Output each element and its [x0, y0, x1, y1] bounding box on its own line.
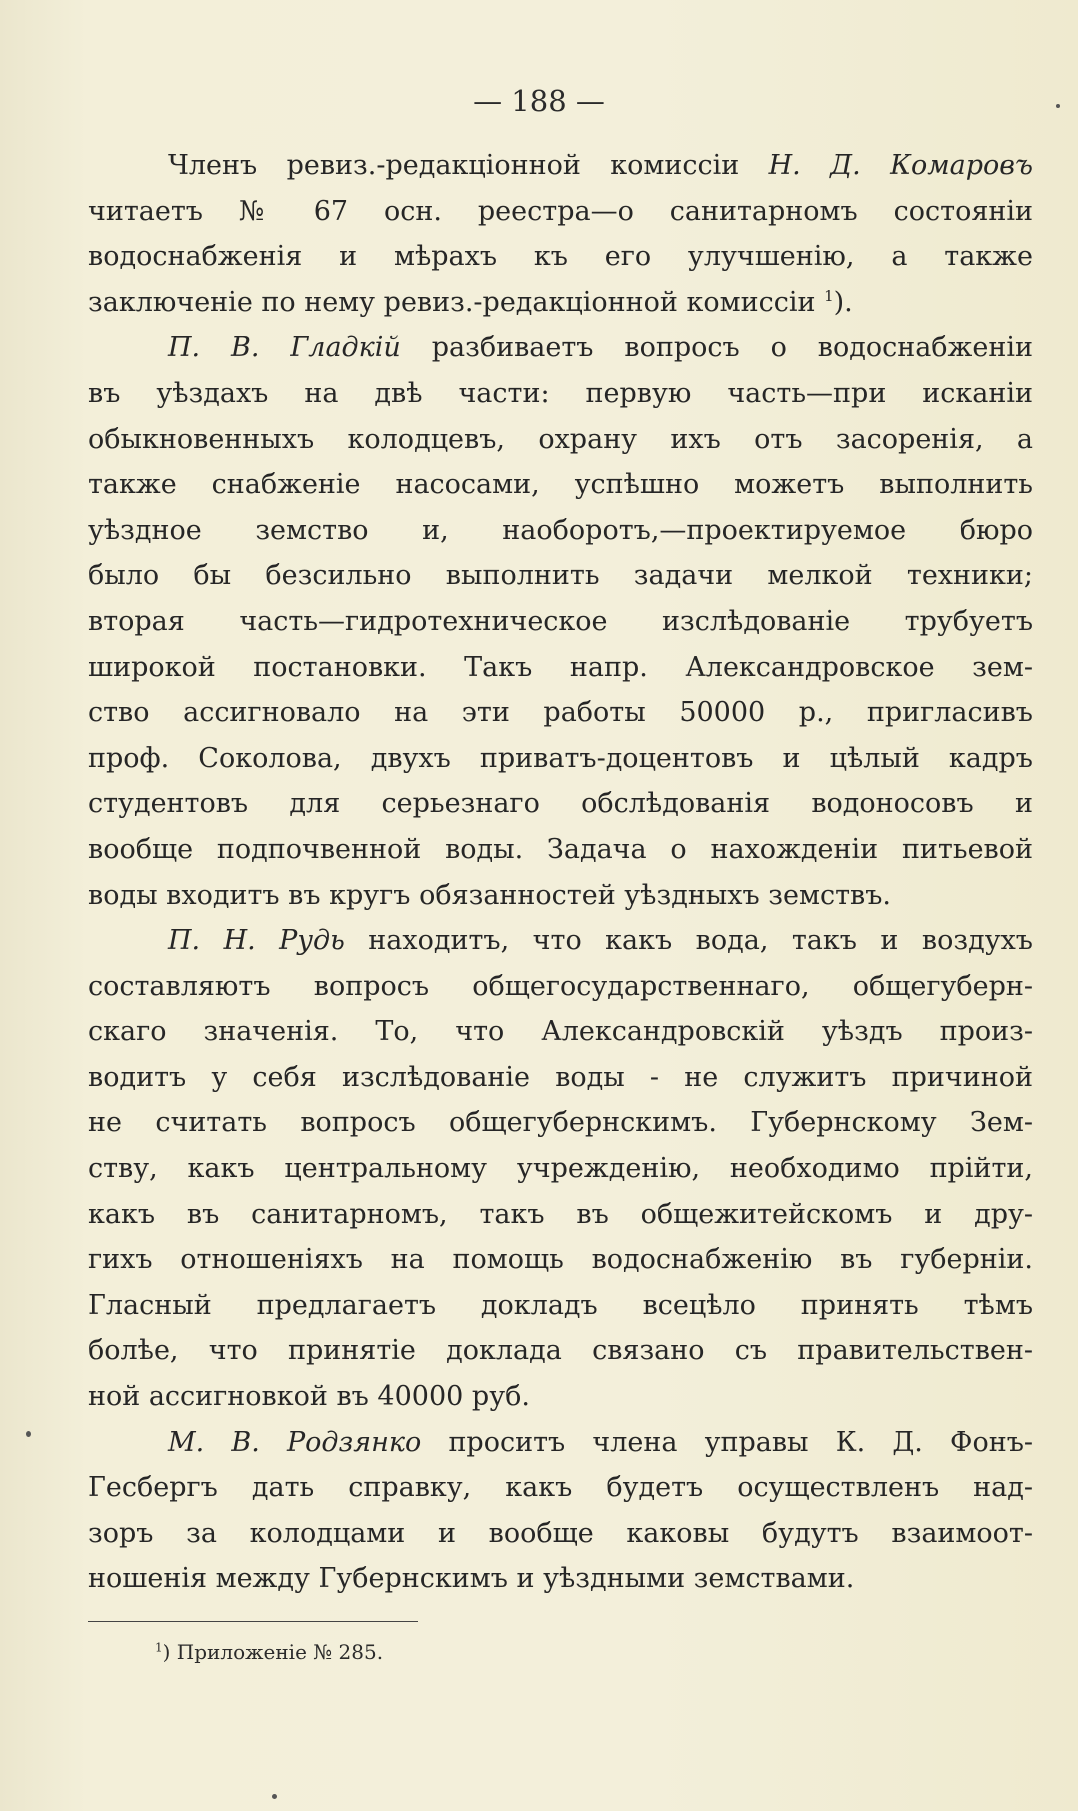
text-line	[88, 1237, 1033, 1283]
text-run: Гласный предлагаетъ докладъ всецѣло принять тѣмъ	[88, 1289, 1033, 1321]
text-line	[88, 234, 1033, 280]
text-run: студентовъ для серьезнаго обслѣдованія водоносовъ и	[88, 788, 1033, 820]
text-run: широкой постановки. Такъ напр. Александровское зем-	[88, 651, 1033, 683]
text-run: разбиваетъ вопросъ о водоснабженіи	[400, 332, 1033, 364]
footnote-text: ) Приложеніе № 285.	[162, 1640, 384, 1664]
text-line	[88, 1556, 1033, 1602]
text-run: водитъ у себя изслѣдованіе воды - не служитъ причиной	[88, 1061, 1033, 1093]
speaker-name: Н. Д. Комаровъ	[768, 150, 1033, 181]
speaker-name: П. В. Гладкій	[168, 332, 401, 364]
text-run: находитъ, что какъ вода, такъ и воздухъ	[344, 925, 1033, 957]
text-run: проф. Соколова, двухъ приватъ-доцентовъ и цѣлый кадръ	[88, 742, 1033, 774]
text-line	[88, 645, 1033, 691]
text-line	[88, 1374, 1033, 1420]
text-run: обыкновенныхъ колодцевъ, охрану ихъ отъ засоренія, а	[88, 423, 1033, 455]
text-line	[88, 553, 1033, 599]
footnote-divider	[88, 1621, 418, 1622]
speaker-name: П. Н. Рудь	[168, 925, 345, 957]
text-line	[88, 736, 1033, 782]
text-run: ).	[833, 286, 853, 318]
text-run: скаго значенія. То, что Александровскій уѣздъ произ-	[88, 1016, 1033, 1048]
text-run: заключеніе по нему ревиз.-редакціонной комиссіи	[88, 286, 825, 318]
text-run: было бы безсильно выполнить задачи мелкой техники;	[88, 560, 1033, 592]
text-line	[88, 1420, 1033, 1466]
text-line	[88, 599, 1033, 645]
text-line	[88, 462, 1033, 508]
text-line	[88, 1465, 1033, 1511]
text-line	[88, 1192, 1033, 1238]
text-line	[88, 325, 1033, 371]
text-run: Гесбергъ дать справку, какъ будетъ осуществленъ над-	[88, 1472, 1033, 1504]
text-line	[88, 371, 1033, 417]
text-run: гихъ отношеніяхъ на помощь водоснабженію въ губерніи.	[88, 1244, 1033, 1276]
text-run: какъ въ санитарномъ, такъ въ общежитейскомъ и дру-	[88, 1198, 1033, 1230]
text-run: проситъ члена управы К. Д. Фонъ-	[421, 1426, 1034, 1458]
text-run: ношенія между Губернскимъ и уѣздными земствами.	[88, 1563, 855, 1595]
footnote	[155, 1640, 383, 1664]
text-run: водоснабженія и мѣрахъ къ его улучшенію, а также	[88, 241, 1033, 273]
page-number: — 188 —	[473, 84, 605, 118]
text-run: зоръ за колодцами и вообще каковы будутъ взаимоот-	[88, 1517, 1033, 1549]
text-line	[88, 280, 1033, 326]
text-run: болѣе, что принятіе доклада связано съ правительствен-	[88, 1335, 1033, 1367]
text-line	[88, 690, 1033, 736]
body-text	[88, 143, 1033, 1602]
footnote-marker: 1	[155, 1640, 163, 1655]
text-line	[88, 1511, 1033, 1557]
text-run: вообще подпочвенной воды. Задача о нахожденіи питьевой	[88, 833, 1033, 865]
footnote-reference: 1	[824, 286, 834, 305]
paper-speck	[1056, 104, 1060, 108]
text-line	[88, 143, 1033, 189]
text-line	[88, 189, 1033, 235]
text-line	[88, 964, 1033, 1010]
text-line	[88, 827, 1033, 873]
speaker-name: М. В. Родзянко	[168, 1426, 422, 1458]
text-line	[88, 508, 1033, 554]
text-line	[88, 918, 1033, 964]
text-run: уѣздное земство и, наоборотъ,—проектируемое бюро	[88, 514, 1033, 546]
text-run: также снабженіе насосами, успѣшно можетъ выполнить	[88, 469, 1033, 501]
text-line	[88, 417, 1033, 463]
text-line	[88, 1009, 1033, 1055]
text-run: вторая часть—гидротехническое изслѣдованіе трубуетъ	[88, 605, 1033, 637]
text-run: ной ассигновкой въ 40000 руб.	[88, 1381, 530, 1413]
text-run: воды входитъ въ кругъ обязанностей уѣздныхъ земствъ.	[88, 879, 892, 911]
text-line	[88, 1146, 1033, 1192]
text-run: не считать вопросъ общегубернскимъ. Губернскому Зем-	[88, 1107, 1033, 1139]
text-line	[88, 1055, 1033, 1101]
text-run: читаетъ № 67 осн. реестра—о санитарномъ состояніи	[88, 195, 1033, 227]
text-run: Членъ ревиз.-редакціонной комиссіи	[168, 150, 769, 181]
text-line	[88, 873, 1033, 919]
text-line	[88, 781, 1033, 827]
text-run: въ уѣздахъ на двѣ части: первую часть—при исканіи	[88, 377, 1033, 409]
paper-speck	[272, 1794, 277, 1799]
text-line	[88, 1100, 1033, 1146]
text-line	[88, 1283, 1033, 1329]
paper-speck	[26, 1431, 31, 1437]
text-run: ству, какъ центральному учрежденію, необходимо прійти,	[88, 1153, 1033, 1185]
text-run: составляютъ вопросъ общегосударственнаго, общегуберн-	[88, 970, 1033, 1002]
text-line	[88, 1328, 1033, 1374]
text-run: ство ассигновало на эти работы 50000 р., пригласивъ	[88, 697, 1033, 729]
